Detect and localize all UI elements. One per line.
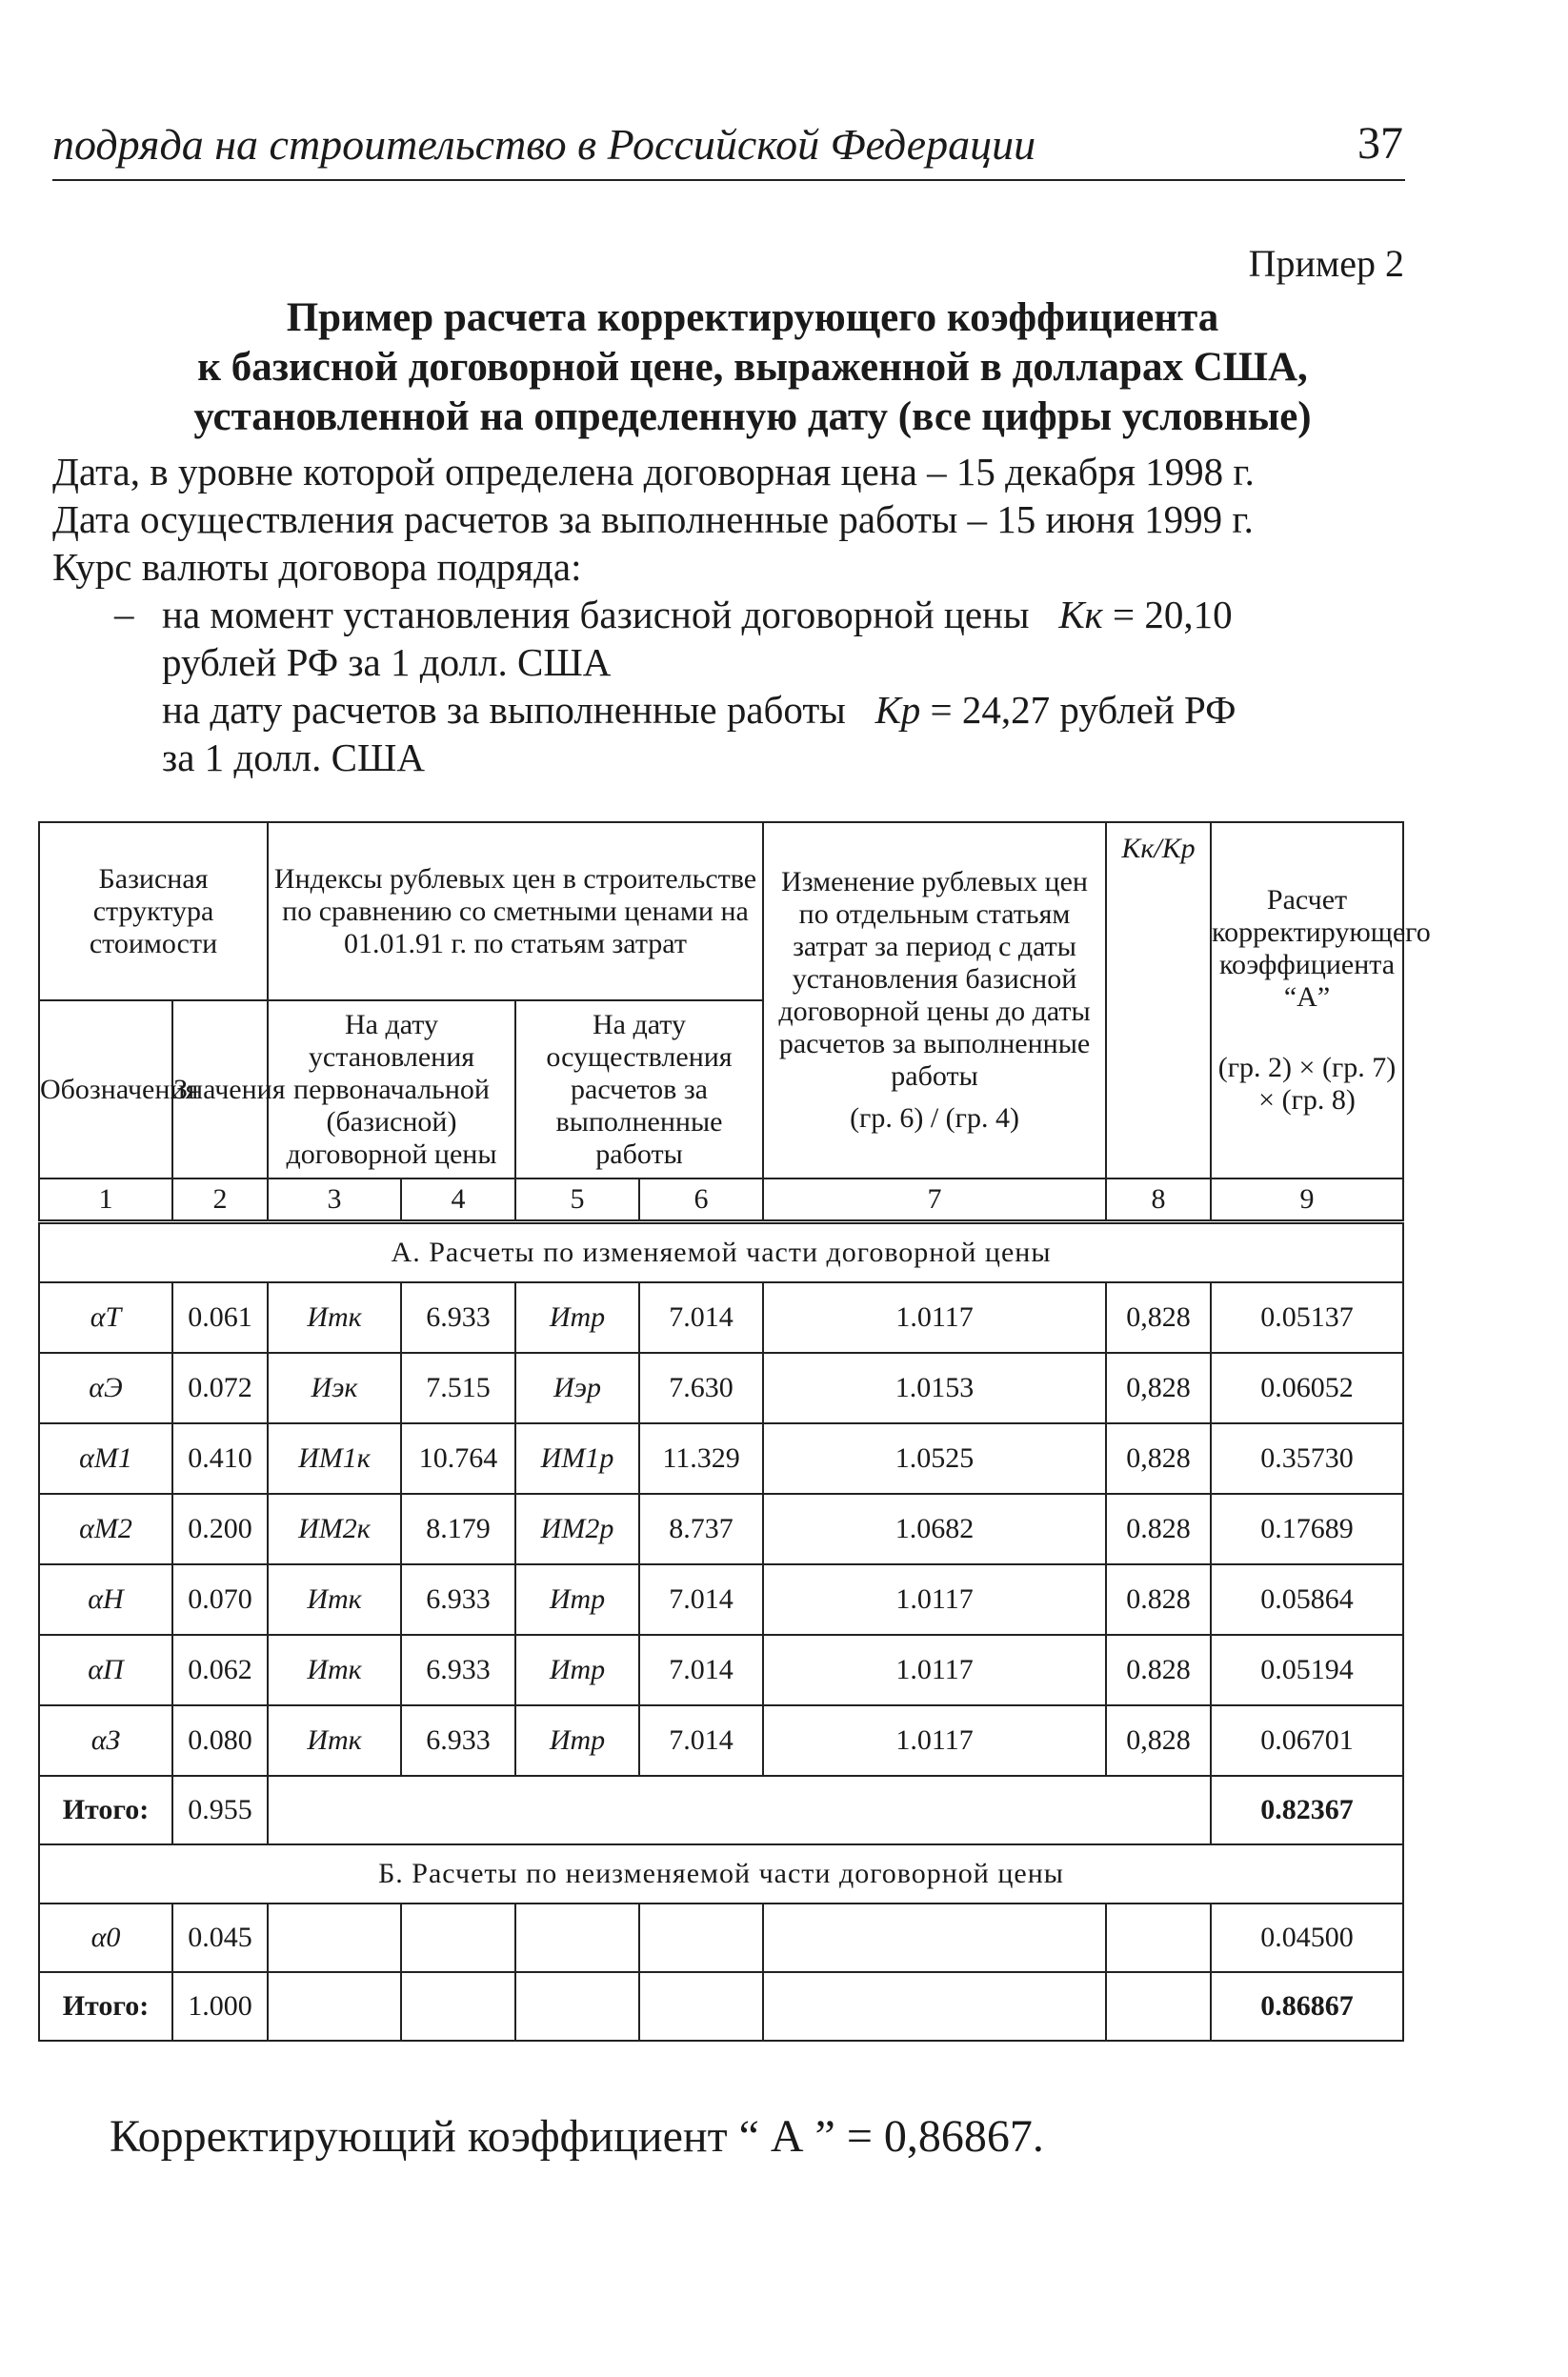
coefficient-symbol: α0 <box>39 1904 172 1972</box>
index-value: 7.630 <box>639 1353 763 1423</box>
coefficient-symbol: αП <box>39 1635 172 1705</box>
coefficient-symbol: αН <box>39 1564 172 1635</box>
index-symbol: Итр <box>515 1705 639 1776</box>
index-symbol: ИМ2р <box>515 1494 639 1564</box>
result-value: 0.04500 <box>1211 1904 1403 1972</box>
column-number: 4 <box>401 1178 515 1222</box>
share-value: 0.070 <box>172 1564 268 1635</box>
index-value: 11.329 <box>639 1423 763 1494</box>
empty-cell <box>1106 1972 1211 2041</box>
table-row <box>39 1494 1403 1564</box>
empty-cell <box>401 1972 515 2041</box>
rate-symbol: Кр <box>874 688 921 732</box>
index-symbol: Итк <box>268 1282 401 1353</box>
calculation-table <box>38 821 1431 2042</box>
formula-col9: (гр. 2) × (гр. 7) × (гр. 8) <box>1217 1052 1397 1116</box>
change-value: 1.0117 <box>763 1282 1106 1353</box>
intro-item: на момент установления базисной договорной цены Кк = 20,10 <box>162 593 1233 636</box>
ratio-value: 0,828 <box>1106 1282 1211 1353</box>
intro-item: на дату расчетов за выполненные работы Кр = 24,27 рублей РФ <box>162 688 1236 732</box>
index-symbol: Иэк <box>268 1353 401 1423</box>
share-value: 0.410 <box>172 1423 268 1494</box>
index-symbol: ИМ1к <box>268 1423 401 1494</box>
column-number: 5 <box>515 1178 639 1222</box>
header-date-calc: На дату осуществления расчетов за выполненные работы <box>515 1000 763 1178</box>
index-value: 6.933 <box>401 1635 515 1705</box>
formula-col7: (гр. 6) / (гр. 4) <box>850 1102 1019 1134</box>
column-number: 3 <box>268 1178 401 1222</box>
result-value: 0.06052 <box>1211 1353 1403 1423</box>
section-a-heading: А. Расчеты по изменяемой части договорной цены <box>39 1222 1403 1283</box>
empty-cell <box>763 1904 1106 1972</box>
column-number: 6 <box>639 1178 763 1222</box>
table-row <box>39 1904 1403 1972</box>
index-value: 7.014 <box>639 1705 763 1776</box>
intro-line: Дата осуществления расчетов за выполненные работы – 15 июня 1999 г. <box>52 497 1254 541</box>
column-number: 1 <box>39 1178 172 1222</box>
index-symbol: Итк <box>268 1564 401 1635</box>
change-value: 1.0117 <box>763 1564 1106 1635</box>
table-row <box>39 1564 1403 1635</box>
empty-cell <box>268 1972 401 2041</box>
total-label: Итого: <box>39 1972 172 2041</box>
index-symbol: Итр <box>515 1564 639 1635</box>
table-row <box>39 1353 1403 1423</box>
result-value: 0.06701 <box>1211 1705 1403 1776</box>
header-coefficient-calc: Расчет корректирующего коэффициента “А” (гр. 2) × (гр. 7) × (гр. 8) <box>1211 822 1403 1178</box>
ratio-value: 0,828 <box>1106 1705 1211 1776</box>
index-value: 6.933 <box>401 1282 515 1353</box>
coefficient-symbol: αЗ <box>39 1705 172 1776</box>
total-share: 1.000 <box>172 1972 268 2041</box>
header-value: Значения <box>172 1000 268 1178</box>
header-base-structure: Базисная структура стоимости <box>39 822 268 1000</box>
index-symbol: ИМ1р <box>515 1423 639 1494</box>
intro-line: Курс валюты договора подряда: <box>52 545 582 589</box>
change-value: 1.0525 <box>763 1423 1106 1494</box>
main-title <box>95 293 1410 442</box>
share-value: 0.062 <box>172 1635 268 1705</box>
index-value: 10.764 <box>401 1423 515 1494</box>
table-row <box>39 1282 1403 1353</box>
total-result: 0.86867 <box>1211 1972 1403 2041</box>
section-b-heading: Б. Расчеты по неизменяемой части договорной цены <box>39 1844 1403 1904</box>
index-symbol: Итк <box>268 1705 401 1776</box>
table-row <box>39 1705 1403 1776</box>
empty-cell <box>401 1904 515 1972</box>
ratio-value: 0.828 <box>1106 1494 1211 1564</box>
index-value: 7.014 <box>639 1282 763 1353</box>
page-header <box>52 120 1405 181</box>
change-value: 1.0682 <box>763 1494 1106 1564</box>
coefficient-symbol: αМ2 <box>39 1494 172 1564</box>
main-title-line: к базисной договорной цене, выраженной в долларах США, <box>197 345 1308 390</box>
change-value: 1.0117 <box>763 1635 1106 1705</box>
coefficient-symbol: αЭ <box>39 1353 172 1423</box>
share-value: 0.061 <box>172 1282 268 1353</box>
column-number: 8 <box>1106 1178 1211 1222</box>
header-date-base: На дату установления первоначальной (базисной) договорной цены <box>268 1000 515 1178</box>
share-value: 0.200 <box>172 1494 268 1564</box>
header-price-change: Изменение рублевых цен по отдельным статьям затрат за период с даты установления базисной договорной цены до даты расчетов за выполненные работы (гр. 6) / (гр. 4) <box>763 822 1106 1178</box>
index-symbol: Итк <box>268 1635 401 1705</box>
coefficient-symbol: αТ <box>39 1282 172 1353</box>
index-value: 7.515 <box>401 1353 515 1423</box>
empty-cell <box>1106 1904 1211 1972</box>
result-value: 0.35730 <box>1211 1423 1403 1494</box>
total-share: 0.955 <box>172 1776 268 1844</box>
index-value: 7.014 <box>639 1564 763 1635</box>
index-value: 8.737 <box>639 1494 763 1564</box>
ratio-value: 0,828 <box>1106 1423 1211 1494</box>
intro-line: Дата, в уровне которой определена договорная цена – 15 декабря 1998 г. <box>52 450 1255 494</box>
change-value: 1.0117 <box>763 1705 1106 1776</box>
column-number: 9 <box>1211 1178 1403 1222</box>
empty-cell <box>268 1776 1211 1844</box>
header-designation: Обозначения <box>39 1000 172 1178</box>
result-value: 0.17689 <box>1211 1494 1403 1564</box>
share-value: 0.045 <box>172 1904 268 1972</box>
page-number: 37 <box>1357 118 1403 169</box>
index-value: 7.014 <box>639 1635 763 1705</box>
index-symbol: Иэр <box>515 1353 639 1423</box>
conclusion-text: Корректирующий коэффициент “ А ” = 0,86867. <box>110 2111 1044 2162</box>
empty-cell <box>515 1904 639 1972</box>
header-price-indices: Индексы рублевых цен в строительстве по сравнению со сметными ценами на 01.01.91 г. по статьям затрат <box>268 822 763 1000</box>
list-dash: – <box>114 592 134 635</box>
total-row <box>39 1776 1403 1844</box>
ratio-value: 0.828 <box>1106 1635 1211 1705</box>
share-value: 0.072 <box>172 1353 268 1423</box>
result-value: 0.05194 <box>1211 1635 1403 1705</box>
index-symbol: Итр <box>515 1282 639 1353</box>
result-value: 0.05864 <box>1211 1564 1403 1635</box>
running-title: подряда на строительство в Российской Федерации <box>52 120 1036 169</box>
empty-cell <box>639 1904 763 1972</box>
empty-cell <box>639 1972 763 2041</box>
empty-cell <box>268 1904 401 1972</box>
total-result: 0.82367 <box>1211 1776 1403 1844</box>
coefficient-symbol: αМ1 <box>39 1423 172 1494</box>
ratio-value: 0,828 <box>1106 1353 1211 1423</box>
intro-item: за 1 долл. США <box>162 735 425 779</box>
index-value: 6.933 <box>401 1705 515 1776</box>
share-value: 0.080 <box>172 1705 268 1776</box>
rate-symbol: Кк <box>1058 593 1103 636</box>
result-value: 0.05137 <box>1211 1282 1403 1353</box>
intro-item: рублей РФ за 1 долл. США <box>162 640 612 684</box>
main-title-line: Пример расчета корректирующего коэффициента <box>286 295 1219 340</box>
change-value: 1.0153 <box>763 1353 1106 1423</box>
total-row <box>39 1972 1403 2041</box>
table-row <box>39 1635 1403 1705</box>
index-symbol: Итр <box>515 1635 639 1705</box>
example-label: Пример 2 <box>1248 242 1404 285</box>
empty-cell <box>763 1972 1106 2041</box>
column-number: 7 <box>763 1178 1106 1222</box>
main-title-line: установленной на определенную дату (все цифры условные) <box>193 394 1312 439</box>
total-label: Итого: <box>39 1776 172 1844</box>
index-value: 6.933 <box>401 1564 515 1635</box>
index-symbol: ИМ2к <box>268 1494 401 1564</box>
table-row <box>39 1423 1403 1494</box>
header-rate-ratio: Кк/Кр <box>1106 822 1211 1178</box>
empty-cell <box>515 1972 639 2041</box>
ratio-value: 0.828 <box>1106 1564 1211 1635</box>
column-numbers-row <box>39 1178 1403 1222</box>
index-value: 8.179 <box>401 1494 515 1564</box>
column-number: 2 <box>172 1178 268 1222</box>
